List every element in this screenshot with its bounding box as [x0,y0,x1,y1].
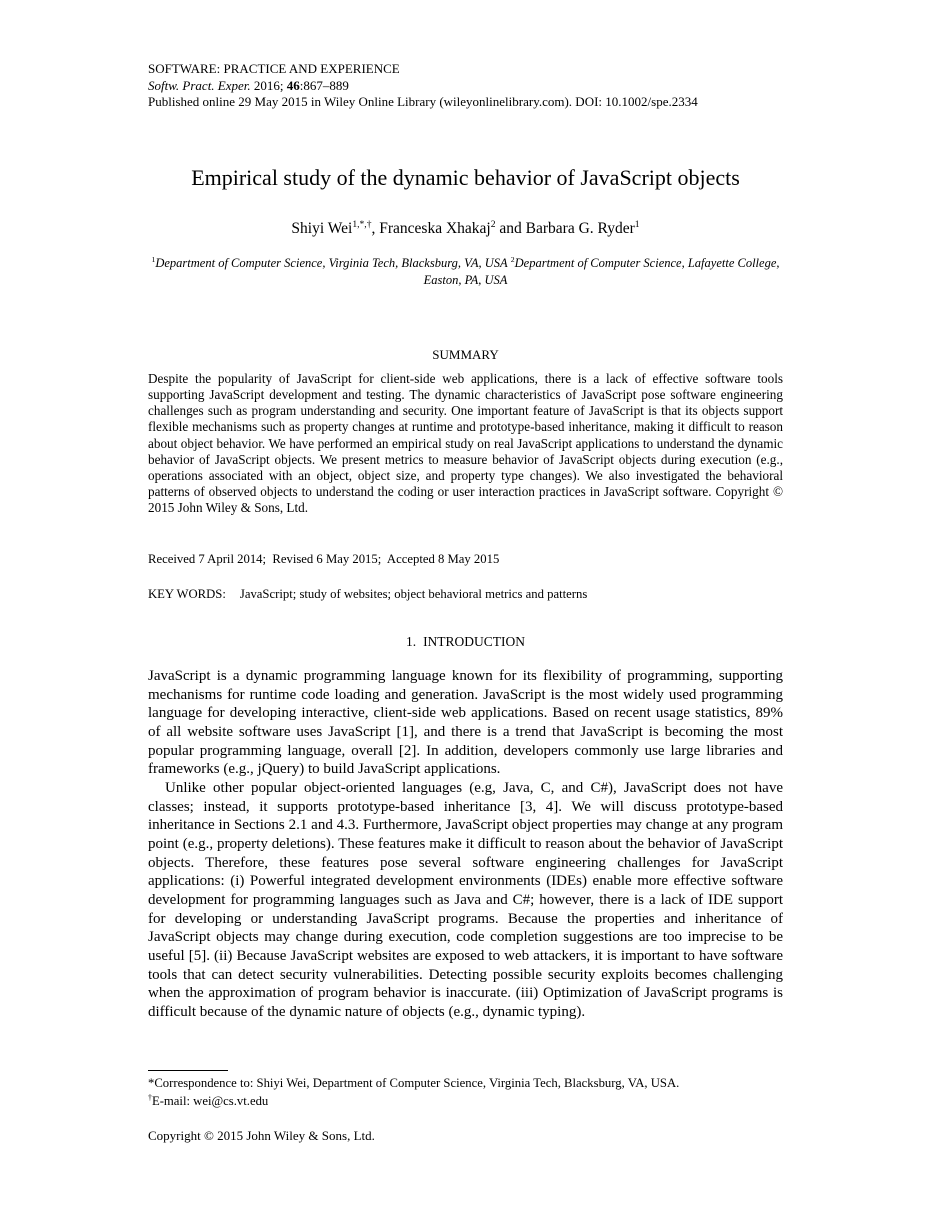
affiliation [151,256,507,270]
footnote-text: E-mail: wei@cs.vt.edu [151,1093,269,1108]
published-online-line: Published online 29 May 2015 in Wiley Online Library (wileyonlinelibrary.com). DOI: 10.1002/spe.2334 [148,94,698,109]
summary-body: Despite the popularity of JavaScript for client-side web applications, there is a lack of effective software tools supporting JavaScript development and testing. The dynamic characteristics of JavaScript pose software engineering challenges such as program understanding and security. One important feature of JavaScript is that its objects support flexible mechanisms such as property changes at runtime and prototype-based inheritance, making it difficult to reason about object behavior. We have performed an empirical study on real JavaScript applications to understand the dynamic behavior of JavaScript objects. We present metrics to measure behavior of JavaScript objects during execution (e.g., operations associated with an object, object size, and property type changes). We also investigated the behavioral patterns of observed objects to understand the coding or user interaction practices in JavaScript software. Copyright © 2015 John Wiley & Sons, Ltd. [148,371,783,516]
citation-volume: 46 [286,77,300,93]
journal-name: SOFTWARE: PRACTICE AND EXPERIENCE [148,61,400,76]
affiliation-text: Department of Computer Science, Lafayette College, Easton, PA, USA [423,256,780,287]
summary-heading: SUMMARY [432,347,499,362]
revision-history: Received 7 April 2014; Revised 6 May 2015; Accepted 8 May 2015 [148,552,500,566]
intro-paragraph-1: JavaScript is a dynamic programming language known for its flexibility of programming, supporting mechanisms for runtime code loading and generation. JavaScript is the most widely used programming language for developing interactive, client-side web applications. Based on recent usage statistics, 89% of all website software uses JavaScript [1], and there is a trend that JavaScript is becoming the most popular programming language, overall [2]. In addition, developers commonly use large libraries and frameworks (e.g., jQuery) to build JavaScript applications. [148,668,783,778]
author-name: Shiyi Wei [291,220,353,237]
author-name: Barbara G. Ryder [525,220,635,237]
footnote-text: Correspondence to: Shiyi Wei, Department of Computer Science, Virginia Tech, Blacksburg, VA, USA. [154,1076,680,1090]
citation-line [148,78,783,95]
affiliation-text: Department of Computer Science, Virginia Tech, Blacksburg, VA, USA [155,256,508,270]
affiliation-mark: 2 [510,254,515,264]
author-affiliation-marks: 1 [634,218,640,230]
affiliations [148,255,783,288]
introduction-text [148,667,783,1021]
author-separator: , [371,220,380,237]
journal-header [148,61,783,111]
footnotes [148,1075,783,1110]
footnote-marker: † [148,1092,152,1102]
keywords-label: KEY WORDS: [148,587,226,601]
author-affiliation-marks: 2 [490,218,496,230]
author-affiliation-marks: 1,*,† [352,218,372,230]
affiliation-mark: 1 [151,254,156,264]
section-title: INTRODUCTION [423,634,526,649]
keywords-line [148,586,783,602]
intro-paragraph-2: Unlike other popular object-oriented languages (e.g, Java, C, and C#), JavaScript does not have classes; instead, it supports prototype-based inheritance [3, 4]. We will discuss prototype-based inheritance in Sections 2.1 and 4.3. Furthermore, JavaScript object properties may change at any program point (e.g., property deletions). These features make it difficult to reason about the behavior of JavaScript objects. Therefore, these features pose several software engineering challenges for JavaScript applications: (i) Powerful integrated development environments (IDEs) enable more effective software development for programming languages such as Java and C#; however, there is a lack of IDE support for developing or understanding JavaScript programs. Because the properties and inheritance of JavaScript objects may change during execution, code completion suggestions are too imprecise to be useful [5]. (ii) Because JavaScript websites are exposed to web attackers, it is important to have software tools that can detect security vulnerabilities. Detecting possible security exploits becomes challenging when the approximation of program behavior is inaccurate. (iii) Optimization of JavaScript programs is difficult because of the dynamic nature of objects (e.g., dynamic typing). [148,779,783,1020]
footnote-rule [148,1070,228,1071]
correspondence-footnote [148,1075,783,1093]
email-footnote [148,1093,783,1111]
paper-title: Empirical study of the dynamic behavior of JavaScript objects [191,165,740,190]
journal-abbreviation: Softw. Pract. Exper. [148,77,251,93]
keywords-text: JavaScript; study of websites; object behavioral metrics and patterns [239,587,588,601]
author-separator: and [495,220,526,237]
authors-line [148,218,783,240]
section-heading-introduction [148,633,783,650]
footnote-marker: * [148,1076,155,1090]
copyright-notice: Copyright © 2015 John Wiley & Sons, Ltd. [148,1128,375,1143]
citation-year: 2016; [250,77,287,93]
author-name: Franceska Xhakaj [379,220,491,237]
section-number: 1. [405,634,417,649]
citation-pages: :867–889 [299,77,349,93]
